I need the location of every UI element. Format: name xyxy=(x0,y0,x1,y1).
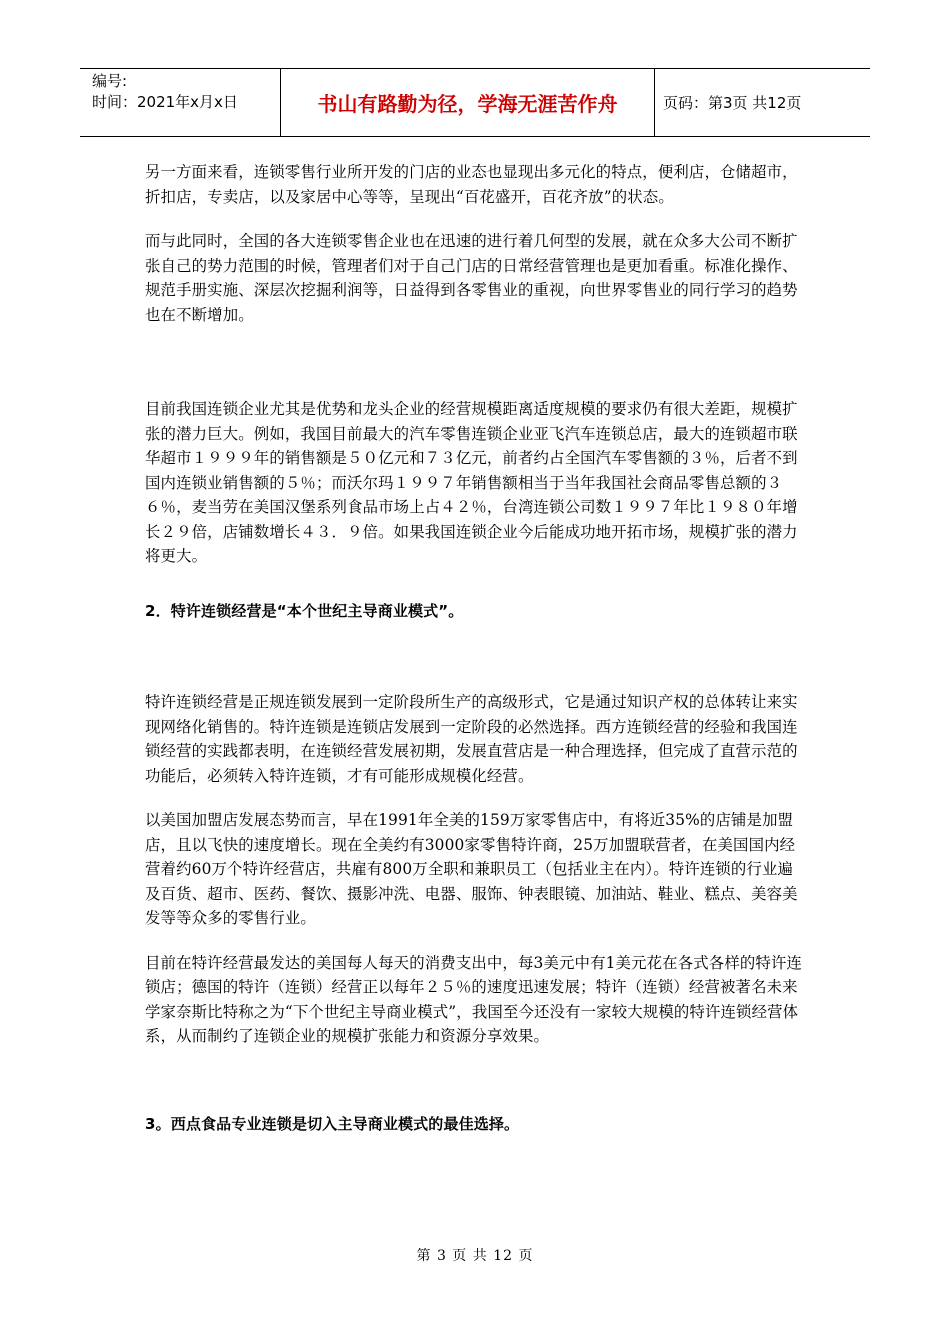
section-heading: 3。西点食品专业连锁是切入主导商业模式的最佳选择。 xyxy=(145,1114,520,1133)
paragraph: 目前我国连锁企业尤其是优势和龙头企业的经营规模距离适度规模的要求仍有很大差距，规模扩张的潜力巨大。例如，我国目前最大的汽车零售连锁企业亚飞汽车连锁总店，最大的连锁超市联华超市１９９９年的销售额是５０亿元和７３亿元，前者约占全国汽车零售额的３％，后者不到国内连锁业销售额的５％；而沃尔玛１９９７年销售额相当于当年我国社会商品零售总额的３６％，麦当劳在美国汉堡系列食品市场上占４２％，台湾连锁公司数１９９７年比１９８０年增长２９倍，店铺数增长４３．９倍。如果我国连锁企业今后能成功地开拓市场，规模扩张的潜力将更大。 xyxy=(145,400,798,565)
document-date: 时间：2021年x月x日 xyxy=(92,93,238,111)
page-header xyxy=(80,68,870,137)
paragraph: 特许连锁经营是正规连锁发展到一定阶段所生产的高级形式，它是通过知识产权的总体转让来实现网络化销售的。特许连锁是连锁店发展到一定阶段的必然选择。西方连锁经营的经验和我国连锁经营的实践都表明，在连锁经营发展初期，发展直营店是一种合理选择，但完成了直营示范的功能后，必须转入特许连锁，才有可能形成规模化经营。 xyxy=(145,693,798,785)
document-body xyxy=(145,160,805,1136)
paragraph: 而与此同时，全国的各大连锁零售企业也在迅速的进行着几何型的发展，就在众多大公司不断扩张自己的势力范围的时候，管理者们对于自己门店的日常经营管理也是更加看重。标准化操作、规范手册实施、深层次挖掘利润等，日益得到各零售业的重视，向世界零售业的同行学习的趋势也在不断增加。 xyxy=(145,232,798,324)
header-motto: 书山有路勤为径，学海无涯苦作舟 xyxy=(281,69,655,136)
paragraph: 目前在特许经营最发达的美国每人每天的消费支出中，每3美元中有1美元花在各式各样的特许连锁店；德国的特许（连锁）经营正以每年２５％的速度迅速发展；特许（连锁）经营被著名未来学家奈斯比特称之为“下个世纪主导商业模式”，我国至今还没有一家较大规模的特许连锁经营体系，从而制约了连锁企业的规模扩张能力和资源分享效果。 xyxy=(145,953,803,1045)
document-number-label: 编号: xyxy=(92,72,128,90)
paragraph: 以美国加盟店发展态势而言，早在1991年全美的159万家零售店中，有将近35%的店铺是加盟店，且以飞快的速度增长。现在全美约有3000家零售特许商，25万加盟联营者，在美国国内经营着约60万个特许经营店，共雇有800万全职和兼职员工（包括业主在内）。特许连锁的行业遍及百货、超市、医药、餐饮、摄影冲洗、电器、服饰、钟表眼镜、加油站、鞋业、糕点、美容美发等等众多的零售行业。 xyxy=(145,811,798,927)
header-meta xyxy=(80,69,281,136)
header-page-info: 页码：第3页 共12页 xyxy=(663,94,802,112)
section-heading: 2．特许连锁经营是“本个世纪主导商业模式”。 xyxy=(145,601,464,620)
page-footer: 第 3 页 共 12 页 xyxy=(416,1248,534,1264)
paragraph: 另一方面来看，连锁零售行业所开发的门店的业态也显现出多元化的特点，便利店，仓储超市，折扣店，专卖店，以及家居中心等等，呈现出“百花盛开，百花齐放”的状态。 xyxy=(145,163,798,206)
